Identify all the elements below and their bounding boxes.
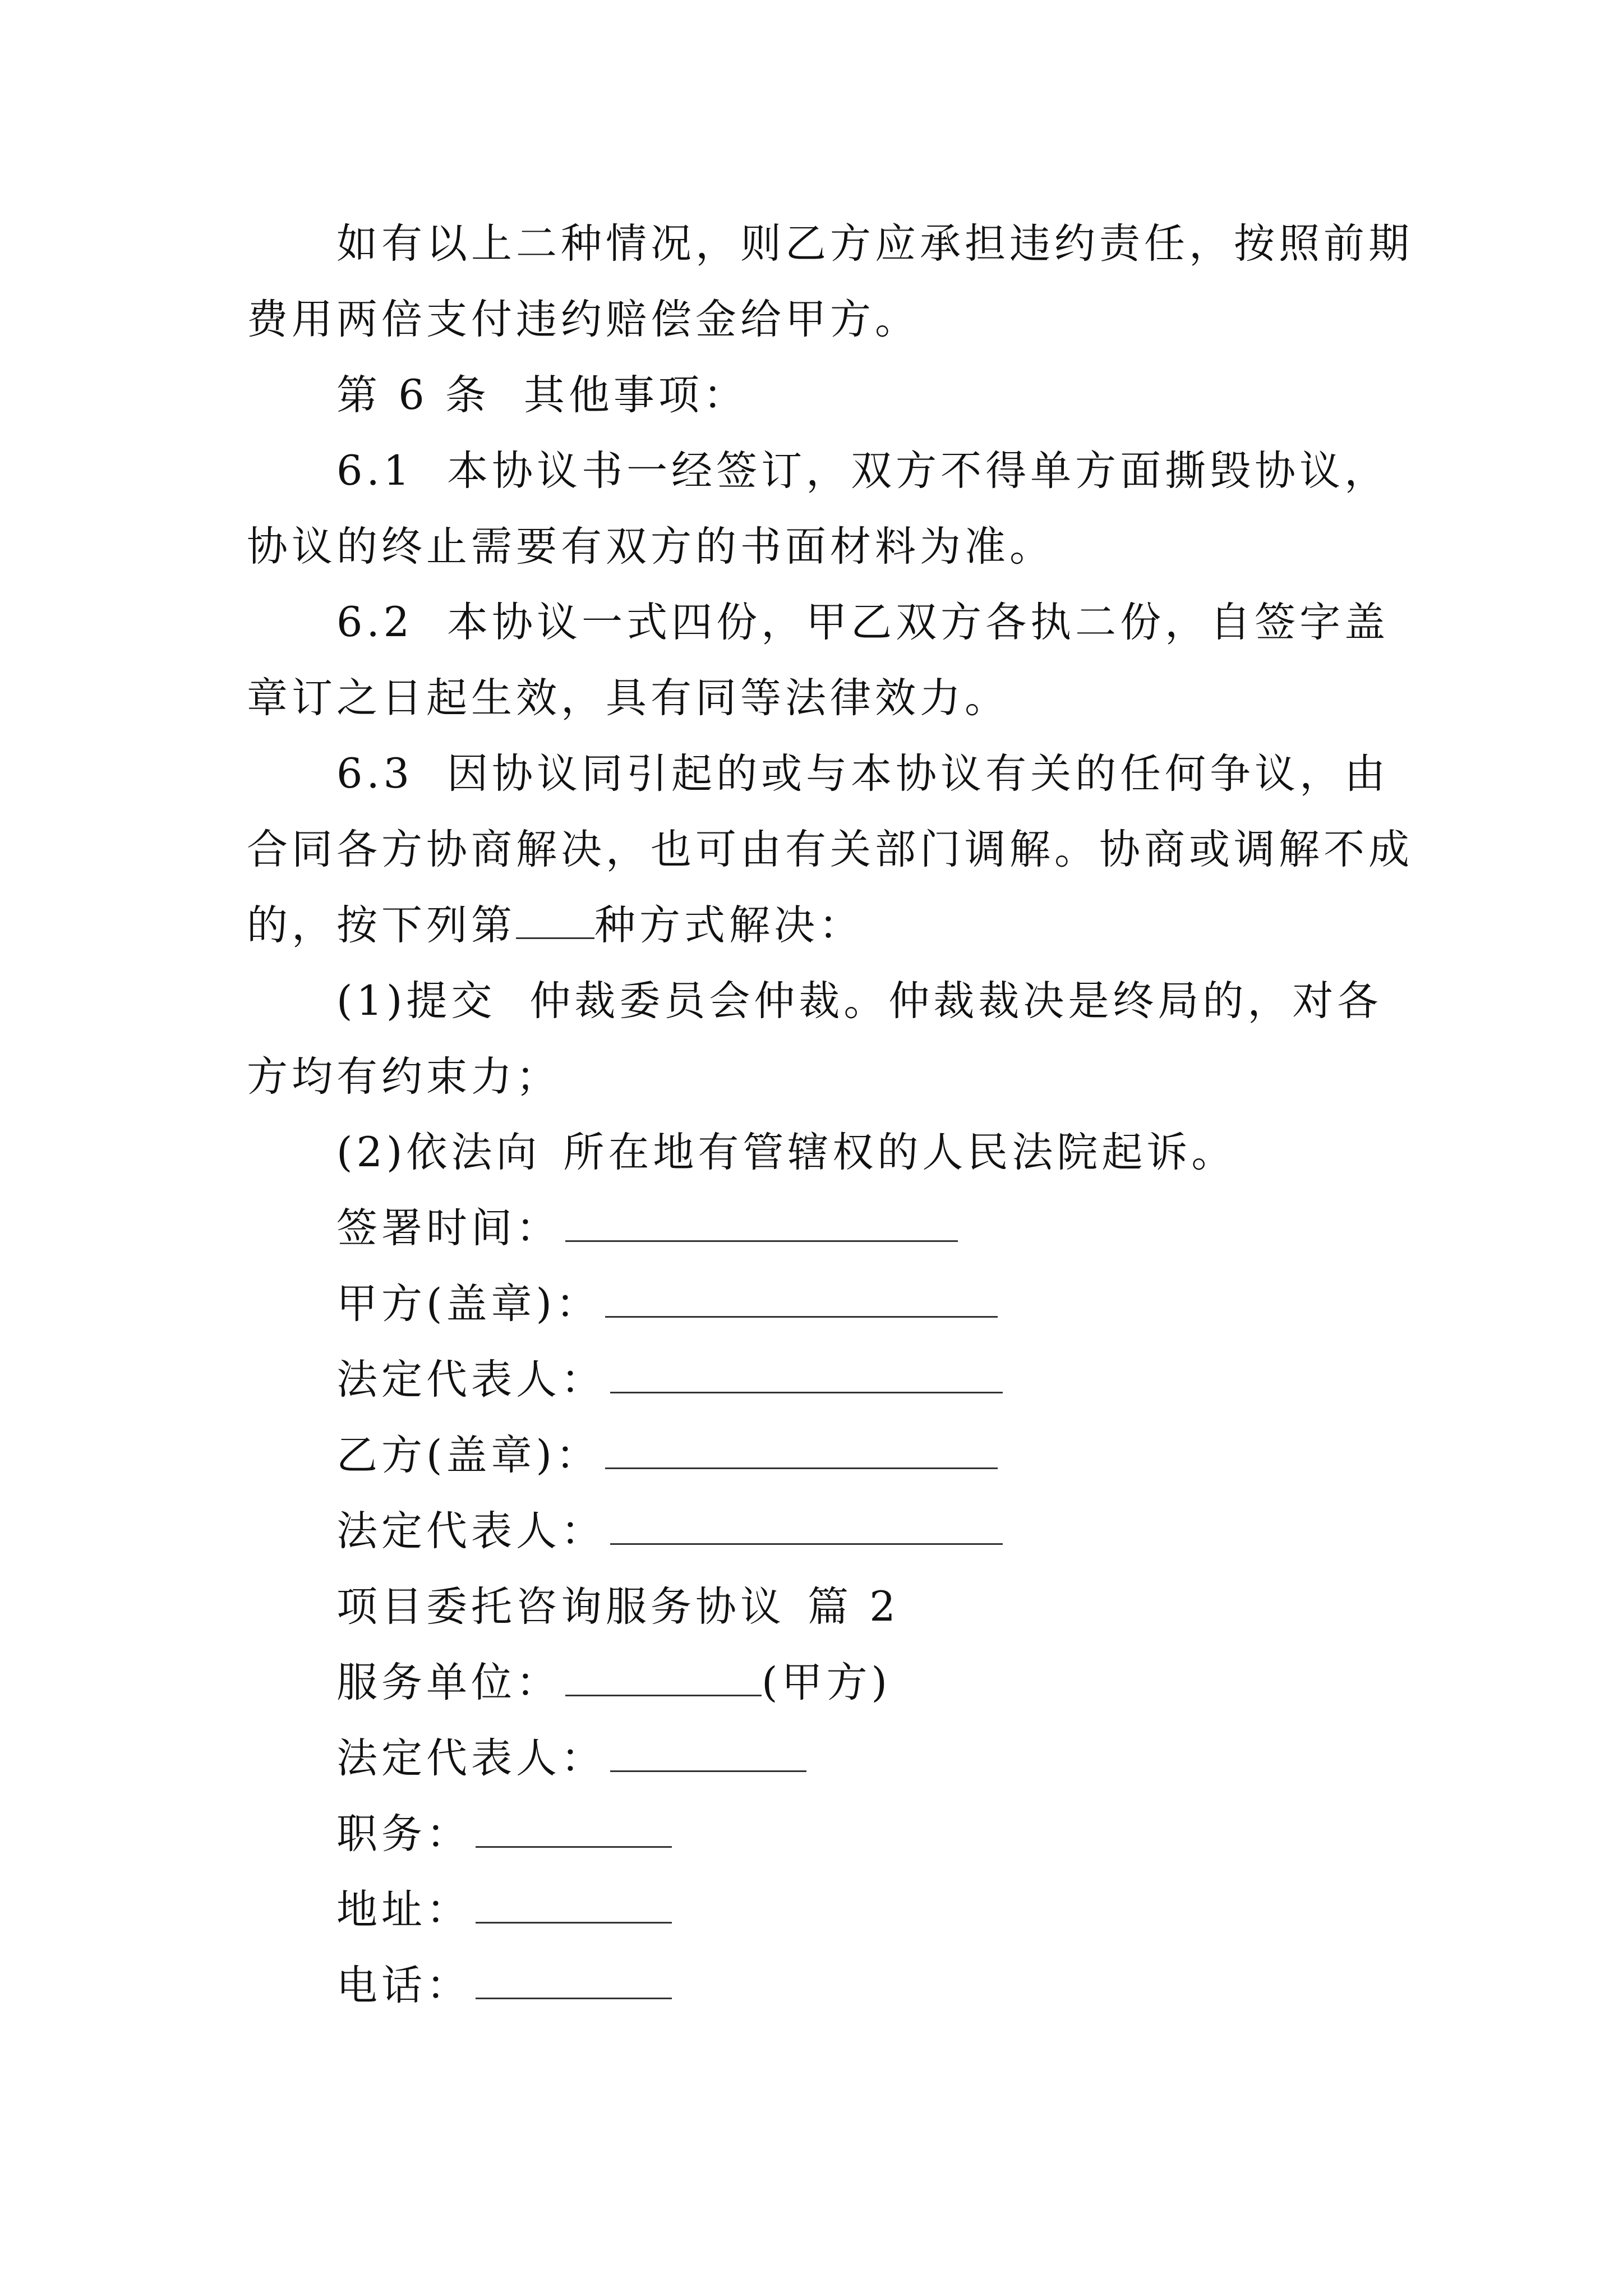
phone-blank — [476, 1963, 672, 1999]
clause-6-1-line1 — [336, 443, 1389, 499]
party-b-seal-blank — [605, 1433, 998, 1469]
clause-6-3-line2: 合同各方协商解决，也可由有关部门调解。协商或调解不成 — [247, 826, 1413, 873]
paragraph-breach-line1: 如有以上二种情况，则乙方应承担违约责任，按照前期 — [336, 220, 1413, 268]
clause-6-2-line1 — [336, 595, 1389, 651]
legal-rep-b-blank — [610, 1508, 1003, 1545]
sign-time-row — [336, 1200, 958, 1257]
clause-6-1-number: 6.1 — [336, 447, 414, 495]
party-a-seal-blank — [605, 1281, 998, 1318]
option-1-line1 — [336, 973, 1382, 1029]
service-unit-label: 服务单位： — [336, 1659, 561, 1706]
sign-time-blank — [565, 1205, 958, 1242]
position-row — [336, 1806, 672, 1862]
section2-legal-rep-blank — [610, 1736, 806, 1772]
legal-rep-a-row — [336, 1352, 1003, 1408]
party-a-seal-label: 甲方(盖章)： — [336, 1280, 601, 1328]
address-label: 地址： — [336, 1886, 471, 1934]
clause-6-1-line2: 协议的终止需要有双方的书面材料为准。 — [247, 523, 1054, 570]
option-2 — [336, 1125, 1236, 1181]
legal-rep-a-label: 法定代表人： — [336, 1356, 606, 1404]
paragraph-breach-line2: 费用两倍支付违约赔偿金给甲方。 — [247, 296, 920, 343]
section2-part: 篇 2 — [808, 1583, 900, 1631]
service-unit-row — [336, 1655, 891, 1711]
clause-6-3-line3-prefix: 的，按下列第 — [247, 901, 516, 949]
option-1-prefix: (1)提交 — [336, 977, 496, 1025]
legal-rep-a-blank — [610, 1357, 1003, 1393]
legal-rep-b-label: 法定代表人： — [336, 1507, 606, 1555]
option-1-line2: 方均有约束力； — [247, 1053, 561, 1101]
clause-6-2-number: 6.2 — [336, 599, 414, 646]
position-blank — [476, 1811, 672, 1848]
clause-6-2-line2: 章订之日起生效，具有同等法律效力。 — [247, 674, 1009, 722]
address-blank — [476, 1887, 672, 1924]
address-row — [336, 1882, 672, 1938]
phone-row — [336, 1958, 672, 2014]
section2-legal-rep-label: 法定代表人： — [336, 1734, 606, 1782]
clause-6-1-text: 本协议书一经签订，双方不得单方面撕毁协议， — [447, 447, 1390, 495]
service-unit-suffix: (甲方) — [762, 1659, 891, 1706]
article6-heading — [336, 367, 748, 424]
clause-6-3-line3-suffix: 种方式解决： — [594, 901, 864, 949]
option-2-prefix: (2)依法向 — [336, 1129, 541, 1176]
clause-6-3-text: 因协议同引起的或与本协议有关的任何争议，由 — [447, 750, 1390, 798]
article6-title: 其他事项： — [523, 371, 748, 419]
party-b-seal-row — [336, 1428, 998, 1484]
option-number-blank — [516, 903, 594, 939]
section2-legal-rep-row — [336, 1731, 806, 1787]
option-2-text: 所在地有管辖权的人民法院起诉。 — [563, 1129, 1237, 1176]
clause-6-2-text: 本协议一式四份，甲乙双方各执二份，自签字盖 — [447, 599, 1390, 646]
phone-label: 电话： — [336, 1962, 471, 2009]
sign-time-label: 签署时间： — [336, 1204, 561, 1252]
clause-6-3-line1 — [336, 746, 1389, 802]
position-label: 职务： — [336, 1810, 471, 1858]
legal-rep-b-row — [336, 1503, 1003, 1559]
section2-title: 项目委托咨询服务协议 — [336, 1583, 785, 1631]
section2-title-row — [336, 1579, 900, 1635]
option-1-text: 仲裁委员会仲裁。仲裁裁决是终局的，对各 — [529, 977, 1382, 1025]
clause-6-3-line3 — [247, 898, 864, 954]
article6-number: 第 6 条 — [336, 371, 490, 419]
party-b-seal-label: 乙方(盖章)： — [336, 1432, 601, 1479]
service-unit-blank — [565, 1660, 762, 1696]
clause-6-3-number: 6.3 — [336, 750, 414, 798]
party-a-seal-row — [336, 1276, 998, 1332]
